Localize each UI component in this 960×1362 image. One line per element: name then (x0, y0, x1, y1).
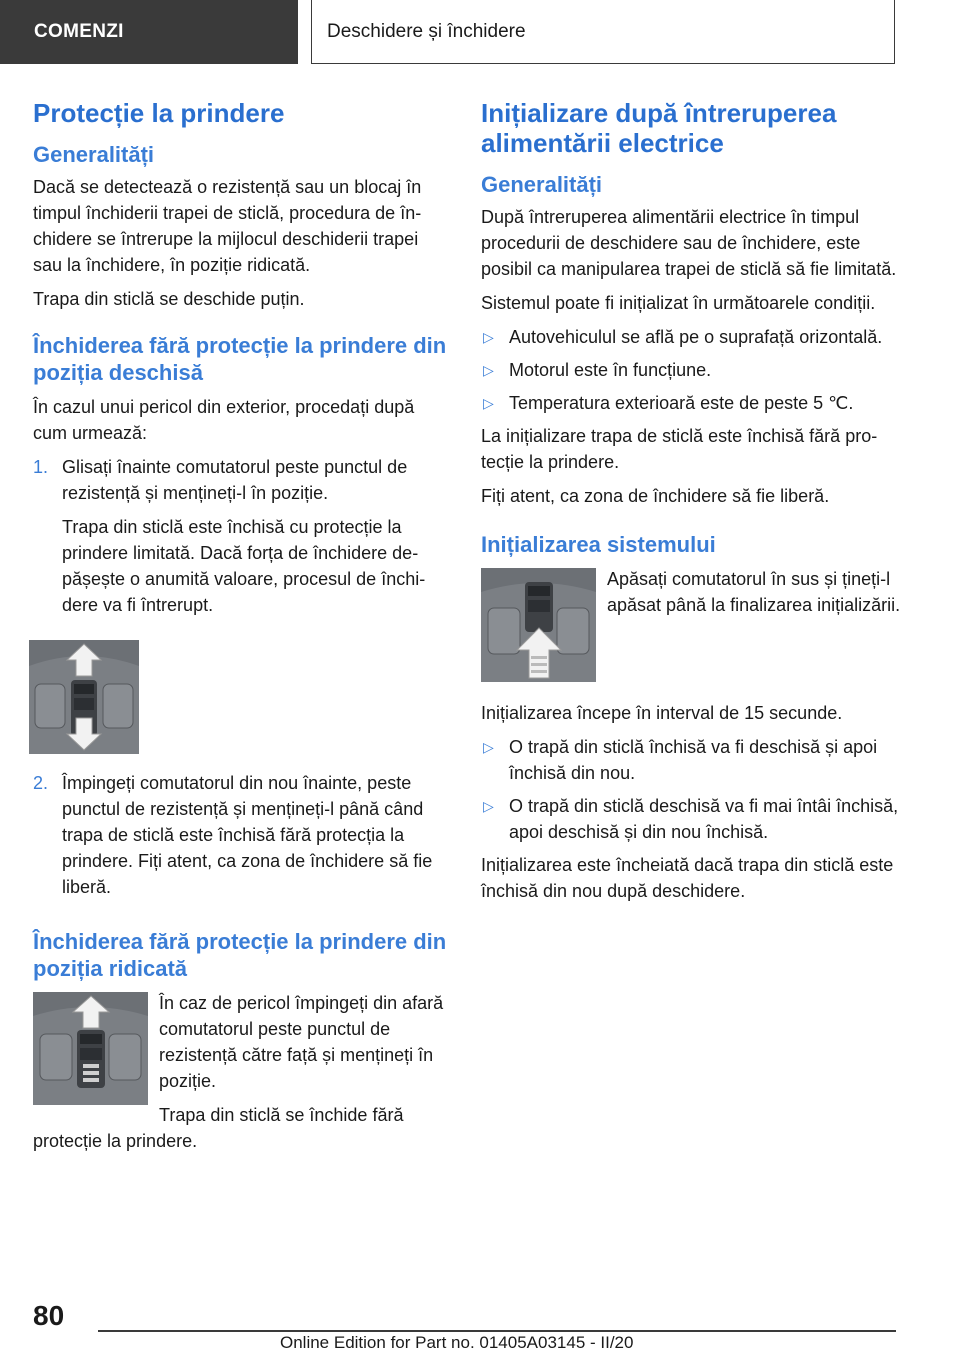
right-s1-p2: Sistemul poate fi inițializat în următoarele condiții. (481, 293, 876, 313)
triangle-bullet-icon: ▷ (483, 362, 494, 378)
section-tab (0, 0, 298, 64)
steps-list (33, 454, 451, 626)
step-number: 1. (33, 457, 49, 477)
chapter-tab (311, 0, 895, 64)
left-s1-p1: Dacă se detectează o rezistență sau un blocaj în timpul închiderii trapei de sticlă, procedura de închidere se întrerupe la mijlocul deschiderii trapei sau la închidere, în poziție ridicată. (33, 177, 422, 275)
left-s1-p2: Trapa din sticlă se deschide puțin. (33, 289, 305, 309)
left-s3-heading: Închiderea fără protecție la prindere din poziția ridicată (33, 929, 447, 981)
left-s3-p2: Trapa din sticlă se închide fără protecție la prindere. (33, 1105, 404, 1151)
chapter-label: Deschidere și închidere (327, 20, 526, 42)
left-s2-intro: În cazul unui pericol din exterior, procedați după cum urmează: (33, 397, 415, 443)
step-number: 2. (33, 773, 49, 793)
switch-illustration-up (481, 568, 596, 682)
edition-text: Online Edition for Part no. 01405A03145 - II/20 (280, 1333, 634, 1352)
right-s2-p1: Apăsați comutatorul în sus și țineți-l apăsat până la finalizarea inițializării. (607, 569, 901, 615)
list-item: ▷ O trapă din sticlă închisă va fi deschisă și apoi închisă din nou. (481, 734, 901, 786)
left-s3-p1: În caz de pericol împingeți din afară comutatorul peste punctul de rezistență către față și mențineți în poziție. (159, 993, 444, 1091)
page-number: 80 (33, 1300, 65, 1331)
triangle-bullet-icon: ▷ (483, 329, 494, 345)
list-item: ▷ Autovehiculul se află pe o suprafață orizontală. (481, 324, 901, 350)
right-column (481, 98, 901, 912)
list-item: ▷ O trapă din sticlă deschisă va fi mai întâi închisă, apoi deschisă și din nou închisă. (481, 793, 901, 845)
right-s1-p1: După întreruperea alimentării electrice în timpul procedurii de deschidere sau de închidere, este posibil ca manipularea trapei de sticlă să fie limitată. (481, 207, 897, 279)
section-label: COMENZI (34, 21, 124, 42)
outcomes-list (481, 734, 901, 845)
right-s1-p4: Fiți atent, ca zona de închidere să fie liberă. (481, 486, 830, 506)
step-note: Trapa din sticlă este închisă cu protecție la prindere limitată. Dacă forța de închidere depășește o anumită valoare, procesul de închidere va fi întrerupt. (62, 517, 426, 615)
right-title: Inițializare după întreruperea alimentării electrice (481, 98, 837, 158)
switch-illustration-forward (33, 992, 148, 1105)
step-1 (33, 454, 451, 626)
right-s2-heading: Inițializarea sistemului (481, 532, 716, 557)
step-text: Glisați înainte comutatorul peste punctul de rezistență și mențineți-l în poziție. (62, 457, 408, 503)
footer-divider (98, 1330, 896, 1332)
triangle-bullet-icon: ▷ (483, 395, 494, 411)
right-s2-p2: Inițializarea începe în interval de 15 secunde. (481, 703, 843, 723)
right-s2-p3: Inițializarea este încheiată dacă trapa din sticlă este închisă din nou după deschidere. (481, 855, 894, 901)
list-item: ▷ Motorul este în funcțiune. (481, 357, 901, 383)
right-s1-heading: Generalități (481, 172, 603, 197)
conditions-list (481, 324, 901, 416)
list-item: ▷ Temperatura exterioară este de peste 5 ℃. (481, 390, 901, 416)
right-s1-p3: La inițializare trapa de sticlă este închisă fără protecție la prindere. (481, 426, 878, 472)
left-s2-heading: Închiderea fără protecție la prindere din poziția deschisă (33, 333, 447, 385)
left-s1-heading: Generalități (33, 142, 155, 167)
step-text: Împingeți comutatorul din nou înainte, peste punctul de rezistență și mențineți-l până când trapa de sticlă este închisă fără protecția la prindere. Fiți atent, ca zona de închidere să fie liberă. (62, 773, 433, 897)
triangle-bullet-icon: ▷ (483, 739, 494, 755)
triangle-bullet-icon: ▷ (483, 798, 494, 814)
switch-illustration-forward-back (29, 640, 139, 754)
left-title: Protecție la prindere (33, 98, 285, 128)
left-column (33, 98, 451, 1162)
step-2 (33, 770, 451, 908)
